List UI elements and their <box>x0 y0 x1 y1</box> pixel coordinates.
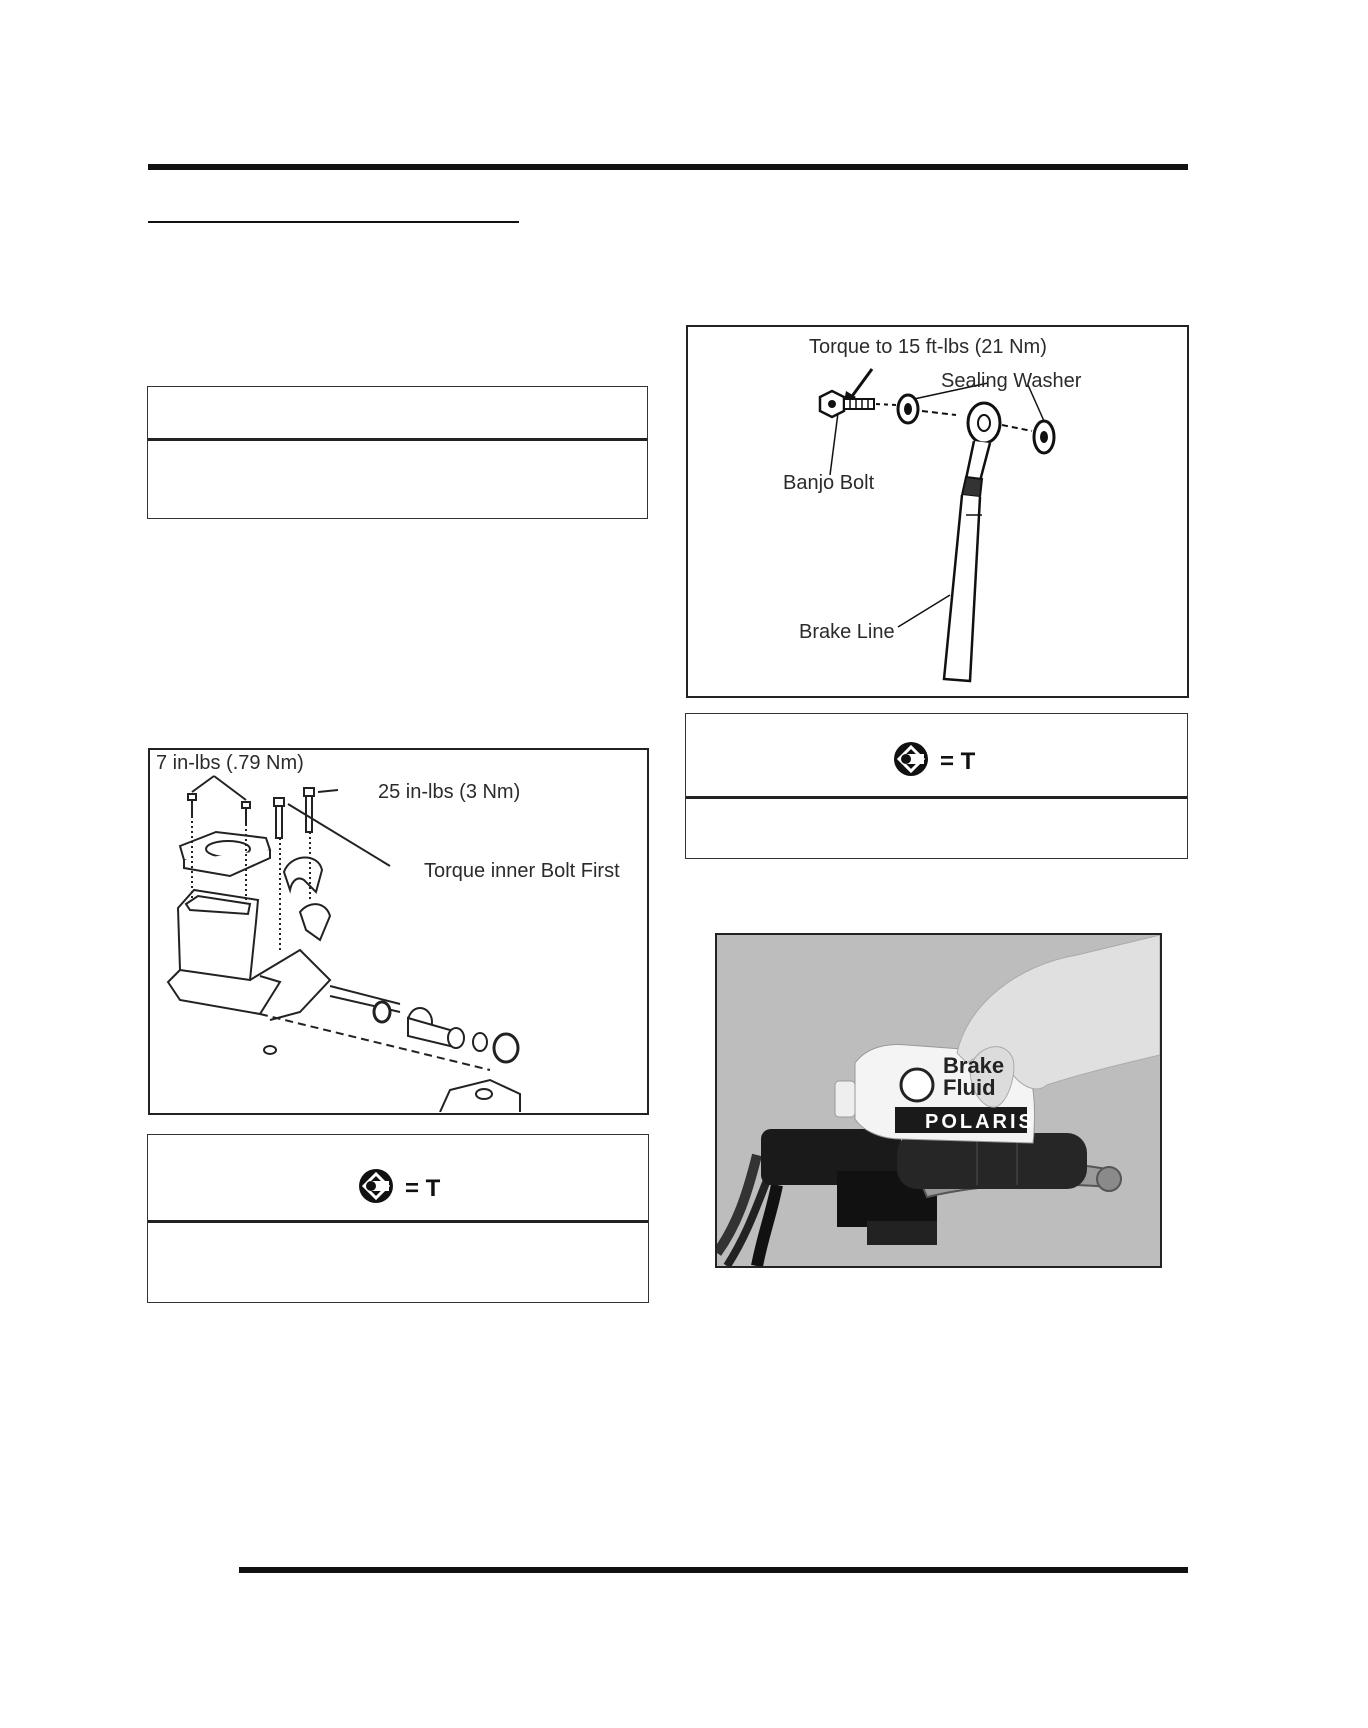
torque-wrench-icon <box>892 740 930 783</box>
brake-fluid-scene <box>717 935 1160 1266</box>
brake-fluid-photo <box>715 933 1162 1268</box>
torque-legend-text: = T <box>940 747 976 775</box>
bottle-product-label-2: Fluid <box>943 1075 996 1100</box>
torque-table-right <box>685 713 1188 859</box>
footer-rule <box>239 1567 1188 1573</box>
brake-line-shape <box>944 477 982 681</box>
banjo-bolt-label: Banjo Bolt <box>783 472 875 494</box>
bottle-brand-label: POLARIS <box>925 1111 1035 1133</box>
bottle-product-label-1: Brake <box>943 1053 1005 1078</box>
note-table-divider <box>148 438 647 441</box>
header-rule <box>148 164 1188 170</box>
torque-7-label: 7 in-lbs (.79 Nm) <box>156 752 304 774</box>
banjo-fitting-shape <box>966 403 1000 481</box>
sealing-washer-label: Sealing Washer <box>941 370 1082 392</box>
banjo-bolt-diagram <box>688 327 1186 695</box>
torque-legend-text: = T <box>405 1174 441 1202</box>
master-cylinder-figure <box>148 748 649 1115</box>
torque-wrench-icon <box>357 1167 395 1210</box>
sealing-washer-right <box>1034 421 1054 453</box>
torque-inner-bolt-label: Torque inner Bolt First <box>424 860 620 882</box>
master-cylinder-diagram <box>150 750 646 1112</box>
banjo-bolt-figure <box>686 325 1189 698</box>
torque-table-left <box>147 1134 649 1303</box>
section-title-underline <box>148 221 519 223</box>
torque-label: Torque to 15 ft-lbs (21 Nm) <box>809 336 1047 358</box>
brake-line-label: Brake Line <box>799 621 895 643</box>
torque-arrow <box>850 369 872 399</box>
torque-table-divider <box>686 796 1187 799</box>
torque-table-divider <box>148 1220 648 1223</box>
note-table-top <box>147 386 648 519</box>
torque-25-label: 25 in-lbs (3 Nm) <box>378 781 521 803</box>
